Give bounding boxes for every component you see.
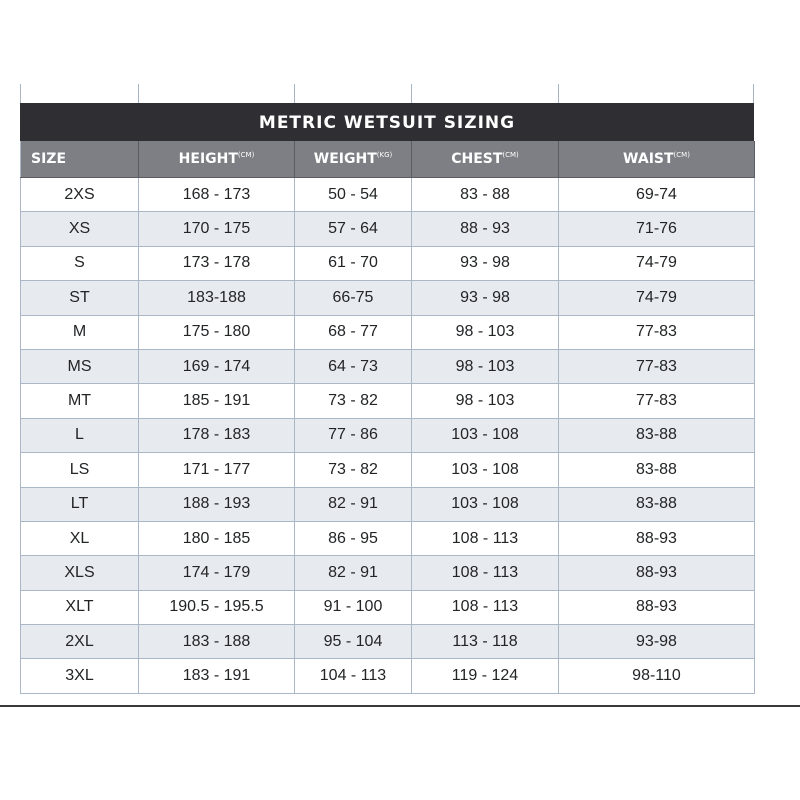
cell-height: 185 - 191: [139, 384, 295, 418]
column-header-height: $HEIGHT^{(CM)}$: [139, 141, 295, 178]
cell-waist: 93-98: [559, 625, 755, 659]
bottom-divider: [0, 705, 800, 707]
cell-waist: 77-83: [559, 349, 755, 383]
table-row: [21, 315, 755, 349]
cell-size: MS: [21, 349, 139, 383]
table-row: [21, 659, 755, 693]
cell-size: 2XL: [21, 625, 139, 659]
cell-size: M: [21, 315, 139, 349]
table-row: [21, 590, 755, 624]
cell-chest: 98 - 103: [412, 315, 559, 349]
cell-height: 174 - 179: [139, 556, 295, 590]
cell-size: 2XS: [21, 178, 139, 212]
cell-weight: 73 - 82: [295, 384, 412, 418]
table-row: [21, 556, 755, 590]
cropped-cell: [21, 84, 139, 103]
cell-weight: 57 - 64: [295, 212, 412, 246]
cell-chest: 93 - 98: [412, 281, 559, 315]
cell-height: 175 - 180: [139, 315, 295, 349]
cell-height: 190.5 - 195.5: [139, 590, 295, 624]
cell-waist: 77-83: [559, 315, 755, 349]
cell-waist: 74-79: [559, 246, 755, 280]
column-header-chest: $CHEST^{(CM)}$: [412, 141, 559, 178]
cell-chest: 103 - 108: [412, 487, 559, 521]
cell-chest: 88 - 93: [412, 212, 559, 246]
table-row: [21, 178, 755, 212]
cell-height: 171 - 177: [139, 453, 295, 487]
cell-chest: 103 - 108: [412, 418, 559, 452]
cell-waist: 69-74: [559, 178, 755, 212]
table-row: [21, 453, 755, 487]
table-row: [21, 487, 755, 521]
cell-height: 183 - 191: [139, 659, 295, 693]
cell-size: L: [21, 418, 139, 452]
height-unit: (CM): [237, 151, 255, 159]
column-header-weight: $WEIGHT^{(KG)}$: [295, 141, 412, 178]
table-row: [21, 521, 755, 555]
metric-wetsuit-sizing-table: [20, 141, 755, 694]
cell-weight: 64 - 73: [295, 349, 412, 383]
cell-weight: 95 - 104: [295, 625, 412, 659]
cell-weight: 86 - 95: [295, 521, 412, 555]
cell-height: 188 - 193: [139, 487, 295, 521]
cell-weight: 68 - 77: [295, 315, 412, 349]
cell-chest: 83 - 88: [412, 178, 559, 212]
cell-waist: 83-88: [559, 418, 755, 452]
cell-size: 3XL: [21, 659, 139, 693]
cell-chest: 103 - 108: [412, 453, 559, 487]
table-row: [21, 349, 755, 383]
chest-unit: (CM): [502, 151, 519, 159]
cell-chest: 119 - 124: [412, 659, 559, 693]
table-row: [21, 384, 755, 418]
cell-height: 168 - 173: [139, 178, 295, 212]
cell-weight: 77 - 86: [295, 418, 412, 452]
cell-size: ST: [21, 281, 139, 315]
cell-height: 183 - 188: [139, 625, 295, 659]
cell-waist: 88-93: [559, 521, 755, 555]
cell-chest: 108 - 113: [412, 590, 559, 624]
cropped-cell: [295, 84, 412, 103]
cell-waist: 71-76: [559, 212, 755, 246]
table-row: [21, 212, 755, 246]
cropped-cell: [412, 84, 559, 103]
cell-weight: 91 - 100: [295, 590, 412, 624]
waist-unit: (CM): [673, 151, 690, 159]
cell-size: XLS: [21, 556, 139, 590]
cropped-cell: [559, 84, 754, 103]
cell-chest: 93 - 98: [412, 246, 559, 280]
cell-chest: 108 - 113: [412, 521, 559, 555]
cell-chest: 108 - 113: [412, 556, 559, 590]
cell-height: 170 - 175: [139, 212, 295, 246]
cell-height: 178 - 183: [139, 418, 295, 452]
cell-size: XLT: [21, 590, 139, 624]
cell-weight: 73 - 82: [295, 453, 412, 487]
cell-height: 169 - 174: [139, 349, 295, 383]
cropped-previous-row: [20, 84, 754, 103]
table-row: [21, 281, 755, 315]
cell-size: LT: [21, 487, 139, 521]
weight-unit: (KG): [376, 151, 393, 159]
column-header-size: SIZE: [21, 141, 139, 178]
cell-waist: 83-88: [559, 453, 755, 487]
table-row: [21, 246, 755, 280]
cell-size: XL: [21, 521, 139, 555]
cell-weight: 61 - 70: [295, 246, 412, 280]
column-header-waist: $WAIST^{(CM)}$: [559, 141, 755, 178]
cell-waist: 88-93: [559, 556, 755, 590]
cropped-cell: [139, 84, 295, 103]
table-title: METRIC WETSUIT SIZING: [20, 103, 754, 141]
cell-size: S: [21, 246, 139, 280]
cell-weight: 104 - 113: [295, 659, 412, 693]
cell-chest: 113 - 118: [412, 625, 559, 659]
cell-height: 183-188: [139, 281, 295, 315]
cell-waist: 83-88: [559, 487, 755, 521]
cell-waist: 98-110: [559, 659, 755, 693]
cell-weight: 82 - 91: [295, 556, 412, 590]
cell-weight: 66-75: [295, 281, 412, 315]
cell-height: 173 - 178: [139, 246, 295, 280]
cell-waist: 77-83: [559, 384, 755, 418]
cell-waist: 88-93: [559, 590, 755, 624]
cell-chest: 98 - 103: [412, 384, 559, 418]
cell-chest: 98 - 103: [412, 349, 559, 383]
table-row: [21, 418, 755, 452]
cell-size: MT: [21, 384, 139, 418]
cell-waist: 74-79: [559, 281, 755, 315]
cell-weight: 50 - 54: [295, 178, 412, 212]
table-row: [21, 625, 755, 659]
header-row: [21, 141, 755, 178]
cell-size: XS: [21, 212, 139, 246]
cell-height: 180 - 185: [139, 521, 295, 555]
cell-weight: 82 - 91: [295, 487, 412, 521]
cell-size: LS: [21, 453, 139, 487]
